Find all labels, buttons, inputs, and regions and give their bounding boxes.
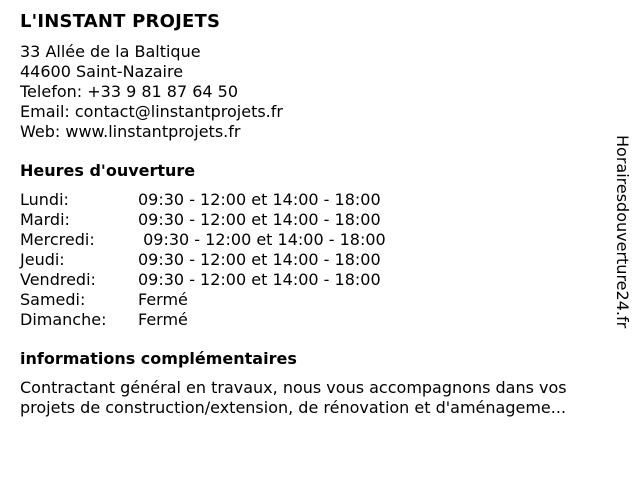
hours-row-friday [20,270,610,290]
time-value: 09:30 - 12:00 et 14:00 - 18:00 [138,270,381,289]
day-label: Jeudi: [20,250,65,269]
time-value: 09:30 - 12:00 et 14:00 - 18:00 [138,250,381,269]
hours-row-sunday [20,310,610,330]
day-label: Lundi: [20,190,69,209]
phone-line: Telefon: +33 9 81 87 64 50 [20,82,239,101]
info-line-2: projets de construction/extension, de rénovation et d'aménageme... [20,398,567,417]
business-card [20,10,610,418]
business-name: L'INSTANT PROJETS [20,11,221,32]
info-heading: informations complémentaires [20,349,297,368]
info-line-1: Contractant général en travaux, nous vous accompagnons dans vos [20,378,567,397]
side-brand-watermark [614,135,634,345]
time-value: 09:30 - 12:00 et 14:00 - 18:00 [138,230,386,249]
day-label: Samedi: [20,290,86,309]
day-label: Vendredi: [20,270,96,289]
address-line-2: 44600 Saint-Nazaire [20,62,184,81]
day-label: Mardi: [20,210,70,229]
address-line-1: 33 Allée de la Baltique [20,42,201,61]
day-label: Mercredi: [20,230,95,249]
hours-row-monday [20,190,610,210]
hours-row-wednesday [20,230,610,250]
hours-row-saturday [20,290,610,310]
time-value: Fermé [138,310,188,329]
time-value: Fermé [138,290,188,309]
hours-row-tuesday [20,210,610,230]
email-line: Email: contact@linstantprojets.fr [20,102,283,121]
web-line: Web: www.linstantprojets.fr [20,122,241,141]
hours-heading: Heures d'ouverture [20,161,196,180]
info-description [20,378,620,418]
hours-table [20,190,610,330]
time-value: 09:30 - 12:00 et 14:00 - 18:00 [138,210,381,229]
side-brand-text: Horairesdouverture24.fr [613,135,632,329]
time-value: 09:30 - 12:00 et 14:00 - 18:00 [138,190,381,209]
hours-row-thursday [20,250,610,270]
day-label: Dimanche: [20,310,107,329]
